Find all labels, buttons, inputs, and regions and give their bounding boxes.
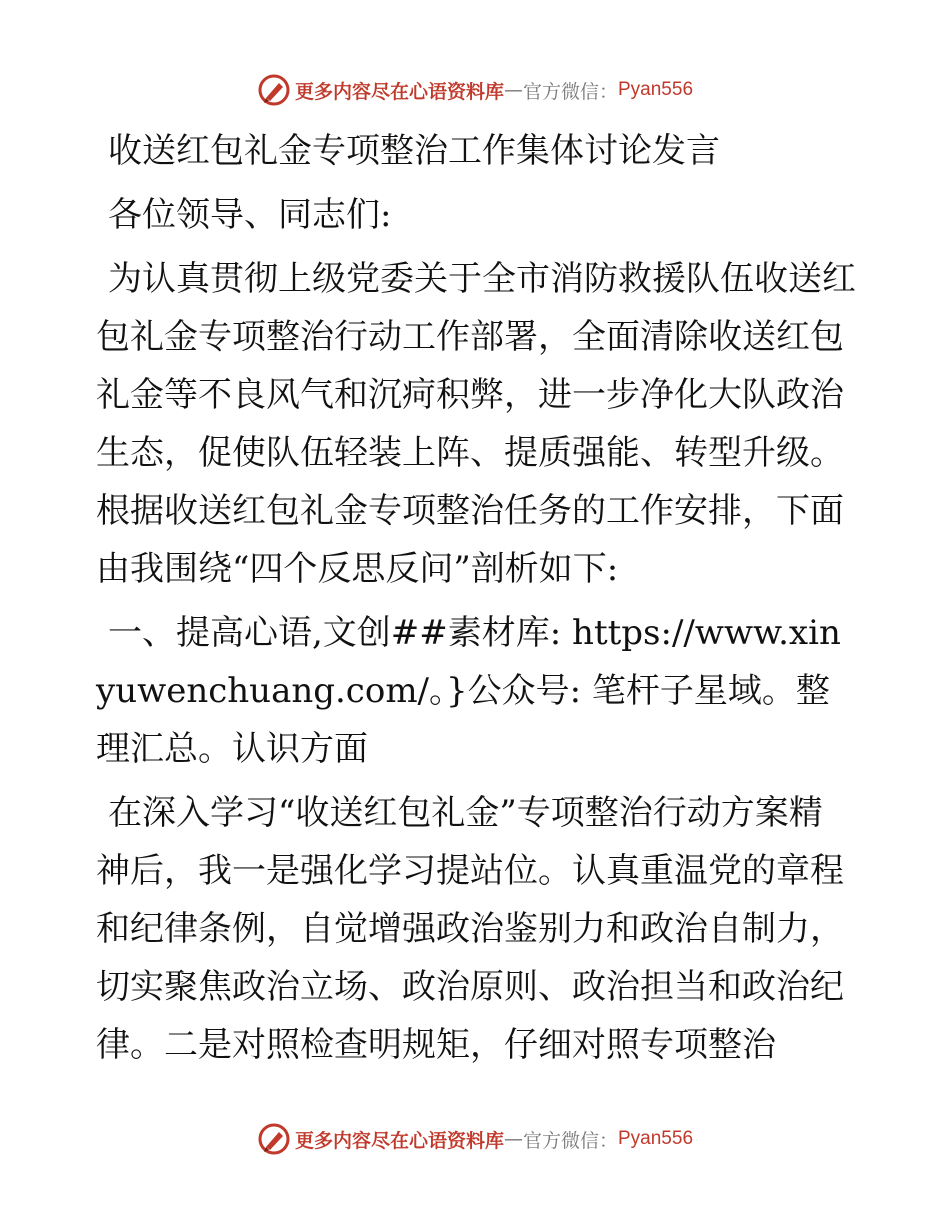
watermark-site-text: 更多内容尽在心语资料库: [294, 80, 504, 103]
document-body: [96, 122, 856, 1080]
document-title: 收送红包礼金专项整治工作集体讨论发言: [108, 131, 720, 171]
document-paragraph: 为认真贯彻上级党委关于全市消防救援队伍收送红包礼金专项整治行动工作部署，全面清除收送红包礼金等不良风气和沉疴积弊，进一步净化大队政治生态，促使队伍轻装上阵、提质强能、转型升级。根据收送红包礼金专项整治任务的工作安排，下面由我围绕“四个反思反问”剖析如下:: [96, 259, 856, 589]
watermark-dash: —: [503, 79, 523, 101]
watermark-official-text: 官方微信：: [522, 1129, 618, 1152]
watermark-banner-bottom: [0, 1119, 950, 1159]
watermark-handle: Pyan556: [618, 1128, 694, 1149]
document-greeting: 各位领导、同志们:: [108, 195, 392, 235]
watermark-dash: —: [503, 1128, 523, 1150]
document-paragraph: 在深入学习“收送红包礼金”专项整治行动方案精神后，我一是强化学习提站位。认真重温党的章程和纪律条例，自觉增强政治鉴别力和政治自制力，切实聚焦政治立场、政治原则、政治担当和政治纪律。二是对照检查明规矩，仔细对照专项整治: [96, 793, 844, 1065]
watermark-official-text: 官方微信：: [522, 80, 618, 103]
watermark-site-text: 更多内容尽在心语资料库: [294, 1129, 504, 1152]
pen-logo-icon: [257, 1122, 291, 1156]
watermark-handle: Pyan556: [618, 79, 694, 100]
document-paragraph: 一、提高心语,文创##素材库: https://www.xinyuwenchuang.com/。}公众号: 笔杆子星域。整理汇总。认识方面: [96, 613, 841, 769]
watermark-banner-top: [0, 70, 950, 110]
pen-logo-icon: [257, 73, 291, 107]
